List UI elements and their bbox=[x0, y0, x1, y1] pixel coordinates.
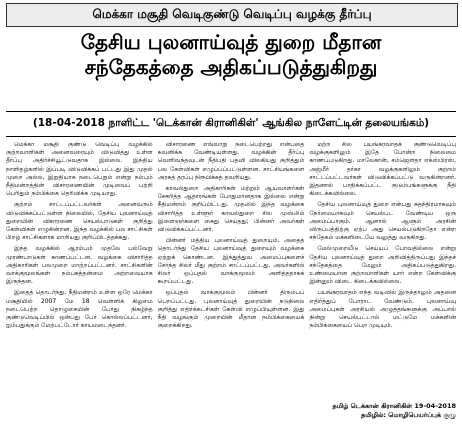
source-line: (18-04-2018 நாளிட்ட 'டெக்கான் கிரானிகிள்' ஆங்கில நாளேட்டின் தலையங்கம்) bbox=[32, 117, 430, 129]
paragraph: மெக்கா மசூதி குண்டு வெடிப்பு வழக்கில் குற்றவாளிகள் அனைவரையும் விடுவித்து உள்ள தீர்ப்பு அதிர்ச்சியூட்டுவதாக இல்லை. இந்திய நாளிதழ்களில் இப்படி விடுவிக்கப் பட்டது இது முதல் முறை அல்ல, இறுதியாக நடைபெறும் என்று நம்பும் நீதிமன்றத்தின் விசாரணையின் முடிவைப் பற்றி பெரிதும் நம்பிக்கை தெரிவிக்க முடியாது. bbox=[6, 141, 153, 198]
paragraph: தேசிய புலனாய்வுத் துறை என்பது சுதந்திரமாகவும் நேர்மையாகவும் செயல்பட வேண்டிய ஒரு அமைப்பாகும். ஆனால் ஆளும் அரசின் விருப்பத்திற்கு ஏற்ப அது செயல்படுகிறதோ என்ற சந்தேகம் மக்களிடையே வலுத்து வருகிறது. bbox=[309, 201, 457, 242]
source-credit bbox=[306, 402, 456, 420]
paragraph: குற்றம் சாட்டப்பட்டவர்கள் அனைவரும் விடுவிக்கப்பட்டுள்ள நிலையில், தேசிய புலனாய்வுத் துறையின் விசாரணை செயல்பாடுகள் குறித்து கேள்விகள் எழுகின்றன. இந்த வழக்கில் பல சாட்சிகள் பிறழ் சாட்சிகளாக மாறியது குறிப்பிடத்தக்கது. bbox=[6, 201, 153, 242]
paragraph: ஒப்புதல் வாக்குமூலம் பின்னர் திரும்பப் பெறப்பட்டது. புலனாய்வுத் துறையின் நடுநிலை குறித்து எதிர்க்கட்சிகள் கேள்வி எழுப்பியுள்ளன. இது நீதி வழங்கும் முறையின் மீதான நம்பிக்கையைக் குறைக்கிறது. bbox=[157, 289, 305, 330]
column-1 bbox=[6, 141, 153, 399]
paragraph: மற்ற சில பயங்கரவாதக் குண்டுவெடிப்பு வழக்குகளிலும் இதே போன்ற நிலைமை காணப்படுகிறது. மாலேகான், சம்ஜௌதா எக்ஸ்பிரஸ், அஜ்மீர் தர்கா வழக்குகளிலும் குற்றம் சாட்டப்பட்டவர்கள் விடுவிக்கப்பட்டு வருகின்றனர். இதனால் பாதிக்கப்பட்ட குடும்பங்களுக்கு நீதி கிடைக்கவில்லை. bbox=[309, 141, 457, 198]
paragraph: இந்த வழக்கில் ஆரம்பம் முதலே பல்வேறு முரண்பாடுகள் காணப்பட்டன. வழக்கை விசாரித்த அதிகாரிகள் பலமுறை மாற்றப்பட்டனர். சாட்சிகளின் வாக்குமூலங்கள் நம்பகத்தன்மை அற்றவையாக இருந்தன. bbox=[6, 245, 153, 286]
paragraph: பின்னர் மத்திய புலனாய்வுத் துறையும், அதைத் தொடர்ந்து தேசிய புலனாய்வுத் துறையும் வழக்கை ஏற்றுக் கொண்டன. இந்துத்துவ அமைப்புகளைச் சேர்ந்த சிலர் மீது குற்றம் சாட்டப்பட்டது. அவர்களில் சிலர் ஒப்புதல் வாக்குமூலம் அளித்ததாகக் கூறப்பட்டது. bbox=[157, 237, 305, 286]
paragraph: இதைத் தொடர்ந்து, நீதிமன்றம் உள்ள ஒரே மெக்கா மசூதியில் 2007 மே 18 வெள்ளிக் கிழமை நடைபெற்ற தொழுகையின் போது நிகழ்ந்த குண்டுவெடிப்பில் ஒன்பது பேர் கொல்லப்பட்டனர், ஐம்பதுக்கும் மேற்பட்டோர் காயமடைந்தனர். bbox=[6, 289, 153, 330]
paragraph: பயங்கரவாதம் எந்த வடிவில் இருந்தாலும் அதனை எதிர்த்துப் போராட வேண்டும். புலனாய்வு அமைப்புகள் அரசியல் அழுத்தங்களுக்கு அப்பால் நின்று செயல்பட்டால் மட்டுமே மக்களின் நம்பிக்கையைப் பெற முடியும். bbox=[309, 289, 457, 330]
headline-line-2: சந்தேகத்தை அதிகப்படுத்துகிறது bbox=[84, 55, 378, 79]
paragraph: மேல்முறையீடு செய்யப் போவதில்லை என்று தேசிய புலனாய்வுத் துறை அறிவித்திருப்பது இந்தச் சந்தேகத்தை மேலும் அதிகப்படுத்துகிறது. உண்மையான குற்றவாளிகள் யார் என்ற கேள்விக்கு இன்னும் விடை கிடைக்கவில்லை. bbox=[309, 245, 457, 286]
paragraph: காவல்துறை அதிகாரிகள் மற்றும் ஆய்வாளர்கள் சேகரித்த ஆதாரங்கள் போதுமானதாக இல்லை என்று நீதிமன்றம் குறிப்பிட்டது. முதலில் இந்த வழக்கை விசாரித்த உள்ளூர் காவல்துறை சில முஸ்லிம் இளைஞர்களை கைது செய்தது; பின்னர் அவர்கள் விடுவிக்கப்பட்டனர். bbox=[157, 185, 305, 234]
credit-line-2: தமிழில்: மொழிபெயர்ப்புக் குழு bbox=[360, 411, 456, 419]
credit-line-1: தமிழ் டெக்கான் கிரானிகிள் 19-04-2018 bbox=[332, 402, 456, 410]
topic-banner: மெக்கா மசூதி வெடிகுண்டு வெடிப்பு வழக்கு தீர்ப்பு bbox=[6, 3, 458, 27]
column-2 bbox=[158, 141, 305, 399]
headline bbox=[6, 30, 456, 80]
source-divider bbox=[6, 136, 456, 137]
headline-divider bbox=[6, 111, 456, 112]
headline-line-1: தேசிய புலனாய்வுத் துறை மீதான bbox=[80, 30, 382, 54]
article-body bbox=[6, 141, 456, 399]
paragraph: விசாரணை எவ்வாறு நடைபெற்றது என்பதை கவனிக்க வேண்டியுள்ளது. வழக்கின் தீர்ப்பு வெளிவந்தவுடன் நீதிபதி பதவி விலகியது குறித்தும் பல கேள்விகள் எழுப்பப்பட்டுள்ளன. சாட்சியங்களை அரசுத் தரப்பு நிரூபிக்கத் தவறியது. bbox=[157, 141, 305, 181]
column-3 bbox=[309, 141, 456, 399]
